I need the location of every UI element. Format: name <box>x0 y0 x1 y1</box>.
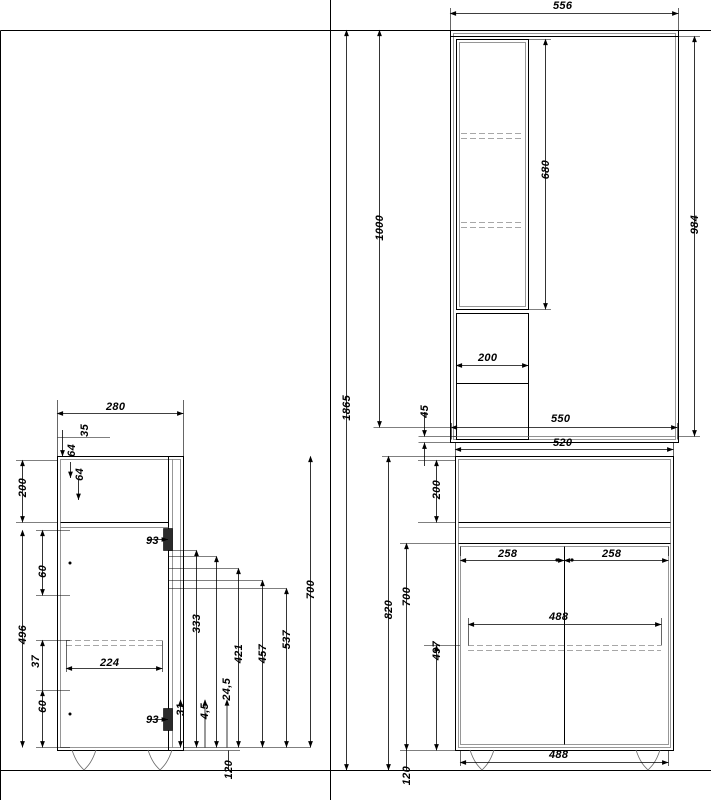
dim-488-bot: 488 <box>549 749 569 761</box>
dim-700-right: 700 <box>401 587 413 607</box>
dim-700-left: 700 <box>305 580 317 600</box>
dim-984: 984 <box>689 215 701 235</box>
dim-93-a: 93 <box>146 535 159 547</box>
dim-496: 496 <box>17 625 29 645</box>
dim-488-mid: 488 <box>549 611 569 623</box>
dim-60-b: 60 <box>37 700 49 713</box>
dim-200-left: 200 <box>17 478 29 498</box>
dim-64-a: 64 <box>66 444 78 457</box>
dim-258-b: 258 <box>602 548 622 560</box>
dim-120-left: 120 <box>223 760 235 780</box>
dim-550: 550 <box>551 413 571 425</box>
dim-224: 224 <box>100 657 120 669</box>
dim-45-top: 45 <box>419 405 431 418</box>
dim-280: 280 <box>106 401 126 413</box>
dim-120-right: 120 <box>401 766 413 786</box>
dim-200-bot: 200 <box>431 480 443 500</box>
dim-60-a: 60 <box>37 565 49 578</box>
dim-556: 556 <box>553 0 573 12</box>
dim-45-bot: 4,5 <box>199 703 211 720</box>
dim-258-a: 258 <box>498 548 518 560</box>
dim-497: 497 <box>431 641 443 661</box>
dim-31: 31 <box>175 703 187 716</box>
dim-537: 537 <box>281 630 293 650</box>
dim-245: 24,5 <box>221 678 233 701</box>
dim-820: 820 <box>383 600 395 620</box>
dim-37: 37 <box>30 655 42 668</box>
dim-680: 680 <box>540 160 552 180</box>
dim-333: 333 <box>191 614 203 634</box>
dim-1865: 1865 <box>341 395 353 421</box>
dim-200-top: 200 <box>478 352 498 364</box>
dim-1000: 1000 <box>374 215 386 241</box>
dim-421: 421 <box>233 644 245 664</box>
dim-35: 35 <box>79 424 91 437</box>
dim-457: 457 <box>257 644 269 664</box>
dim-64-b: 64 <box>74 468 86 481</box>
dim-520: 520 <box>553 437 573 449</box>
dim-93-b: 93 <box>146 714 159 726</box>
